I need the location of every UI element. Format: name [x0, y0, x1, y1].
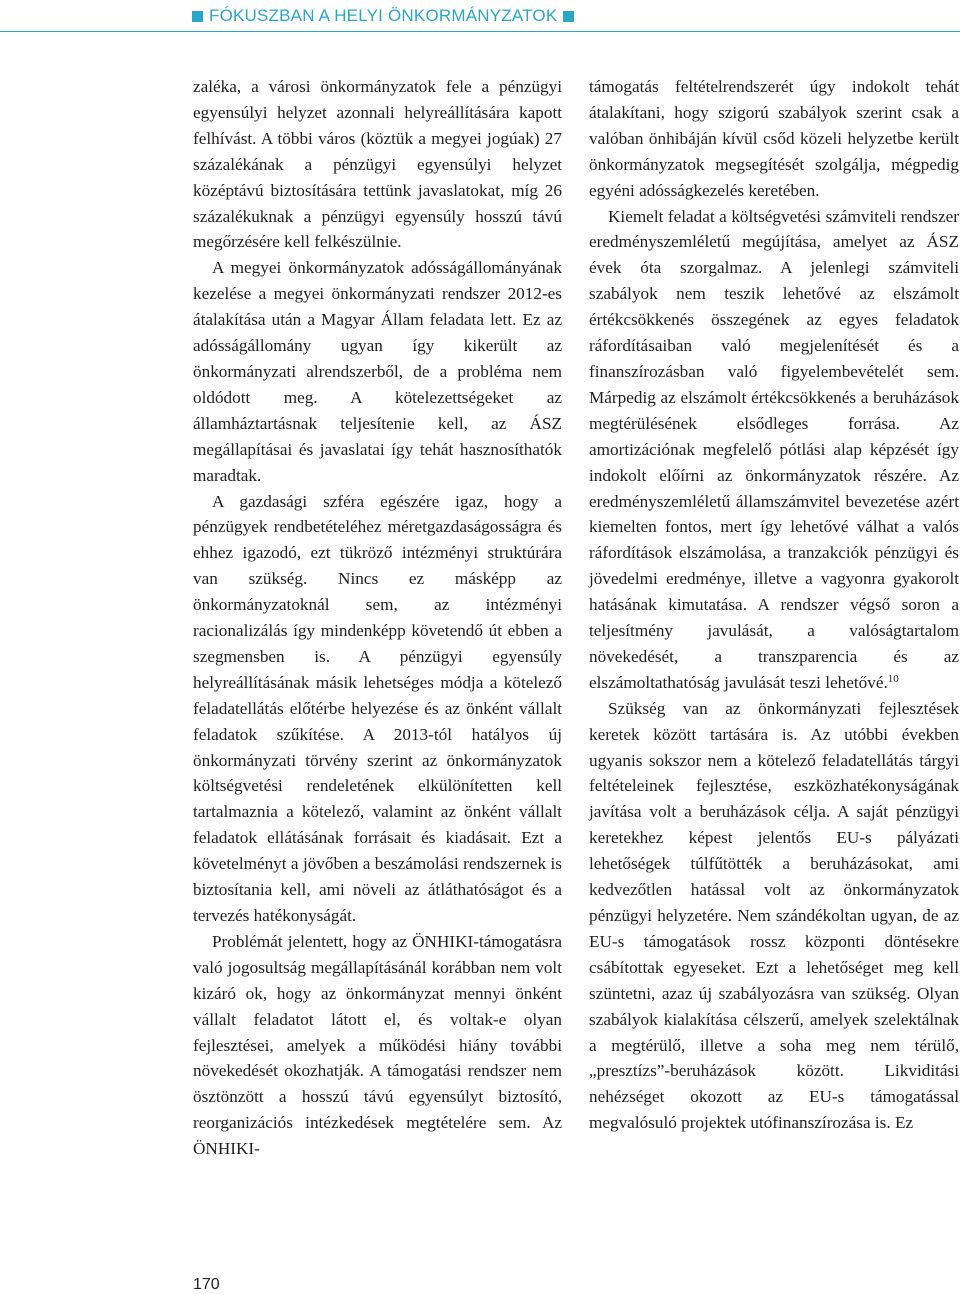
footnote-reference[interactable]: 10: [887, 672, 899, 685]
left-paragraph-2: A megyei önkormányzatok adósságállományának kezelése a megyei önkormányzati rendszer 2012-es átalakítása után a Magyar Állam feladata lett. Ez az adósságállomány ugyan így kikerült az önkormányzati alrendszerből, de a probléma nem oldódott meg. A kötelezettségeket az államháztartásnak teljesítenie kell, az ÁSZ megállapításai és javaslatai így tehát hasznosíthatók maradtak.: [193, 258, 562, 485]
left-paragraph-3: A gazdasági szféra egészére igaz, hogy a pénzügyek rendbetételéhez méretgazdaságosságra és ehhez igazodó, ezt tükröző intézményi struktúrára van szükség. Nincs ez másképp az önkormányzatoknál sem, az intézményi racionalizálás így mindenképp követendő út ebben a szegmensben is. A pénzügyi egyensúly helyreállításának másik lehetséges módja a kötelező feladatellátás előtérbe helyezése és az önként vállalt feladatok szűkítése. A 2013-tól hatályos új önkormányzati törvény szerint az önkormányzatok költségvetési rendeletének elkülönítetten kell tartalmaznia a kötelező, valamint az önként vállalt feladatok ellátásának forrásait és kiadásait. Ezt a követelményt a jövőben a beszámolási rendszernek is biztosítania kell, ami növeli az átláthatóságot és a tervezés hatékonyságát.: [193, 491, 562, 925]
left-column: [193, 74, 562, 1162]
page-number: 170: [193, 1276, 220, 1293]
left-paragraph-1: zaléka, a városi önkormányzatok fele a pénzügyi egyensúlyi helyzet azonnali helyreállítására kapott felhívást. A többi város (köztük a megyei jogúak) 27 százalékának a pénzügyi egyensúlyi helyzet középtávú biztosítására tettünk javaslatokat, míg 26 százalékuknak a pénzügyi egyensúly hosszú távú megőrzésére kell felkészülnie.: [193, 77, 562, 252]
right-paragraph-3: Szükség van az önkormányzati fejlesztések keretek között tartására is. Az utóbbi években ugyanis sokszor nem a kötelező feladatellátás tárgyi feltételeinek fejlesztése, eszközhatékonyságának javítása volt a beruházások célja. A saját pénzügyi keretekhez képest jelentős EU-s pályázati lehetőségek túlfűtötték a beruházásokat, ami kedvezőtlen hatással volt az önkormányzatok pénzügyi helyzetére. Nem szándékoltan ugyan, de az EU-s támogatások rossz központi döntésekre csábítottak egyeseket. Ezt a lehetőséget meg kell szüntetni, azaz új szabályozásra van szükség. Olyan szabályok kialakítása célszerű, amelyek szelektálnak a megtérülő, illetve a soha meg nem térülő, „presztízs”-beruházások között. Likviditási nehézséget okozott az EU-s támogatással megvalósuló projektek utófinanszírozása is. Ez: [589, 698, 959, 1133]
right-paragraph-1: támogatás feltételrendszerét úgy indokolt tehát átalakítani, hogy szigorú szabályok szerint csak a valóban önhibáján kívül csőd közeli helyzetbe került önkormányzatok megsegítését szolgálja, mégpedig egyéni adósságkezelés keretében.: [589, 77, 959, 200]
header-rule: [0, 31, 960, 32]
right-paragraph-2: [589, 204, 959, 696]
running-head-title: FÓKUSZBAN A HELYI ÖNKORMÁNYZATOK: [209, 6, 558, 25]
right-column: [589, 74, 959, 1136]
header-square-right-icon: [563, 11, 574, 22]
left-paragraph-4: Problémát jelentett, hogy az ÖNHIKI-támogatásra való jogosultság megállapításánál korábban nem volt kizáró ok, hogy az önkormányzat mennyi önként vállalt feladatot látott el, és voltak-e olyan fejlesztései, amelyek a működési hiány további növekedését okozhatják. A támogatási rendszer nem ösztönzött a hosszú távú egyensúlyt biztosító, reorganizációs intézkedések megtételére sem. Az ÖNHIKI-: [193, 931, 562, 1159]
header-square-left-icon: [192, 11, 203, 22]
running-head: [186, 6, 580, 26]
right-paragraph-2-text: Kiemelt feladat a költségvetési számviteli rendszer eredményszemléletű megújítása, amelyet az ÁSZ évek óta szorgalmaz. A jelenlegi számviteli szabályok nem teszik lehetővé az elszámolt értékcsökkenés összegének az egyes feladatok ráfordításaiban való megjelenítését és a finanszírozásban való figyelembevételét sem. Márpedig az elszámolt értékcsökkenés a beruházások megtérülésének elsődleges forrása. Az amortizációnak megfelelő pótlási alap képzését így indokolt előírni az önkormányzatok részére. Az eredményszemléletű államszámvitel bevezetése azért kiemelten fontos, mert így lehetővé válhat a valós ráfordítások elszámolása, a tranzakciók pénzügyi és jövedelmi eredménye, illetve a vagyonra gyakorolt hatásának kimutatása. A rendszer végső soron a teljesítmény javulását, a valóságtartalom növekedését, a transzparencia és az elszámoltathatóság javulását teszi lehetővé.: [589, 206, 959, 692]
